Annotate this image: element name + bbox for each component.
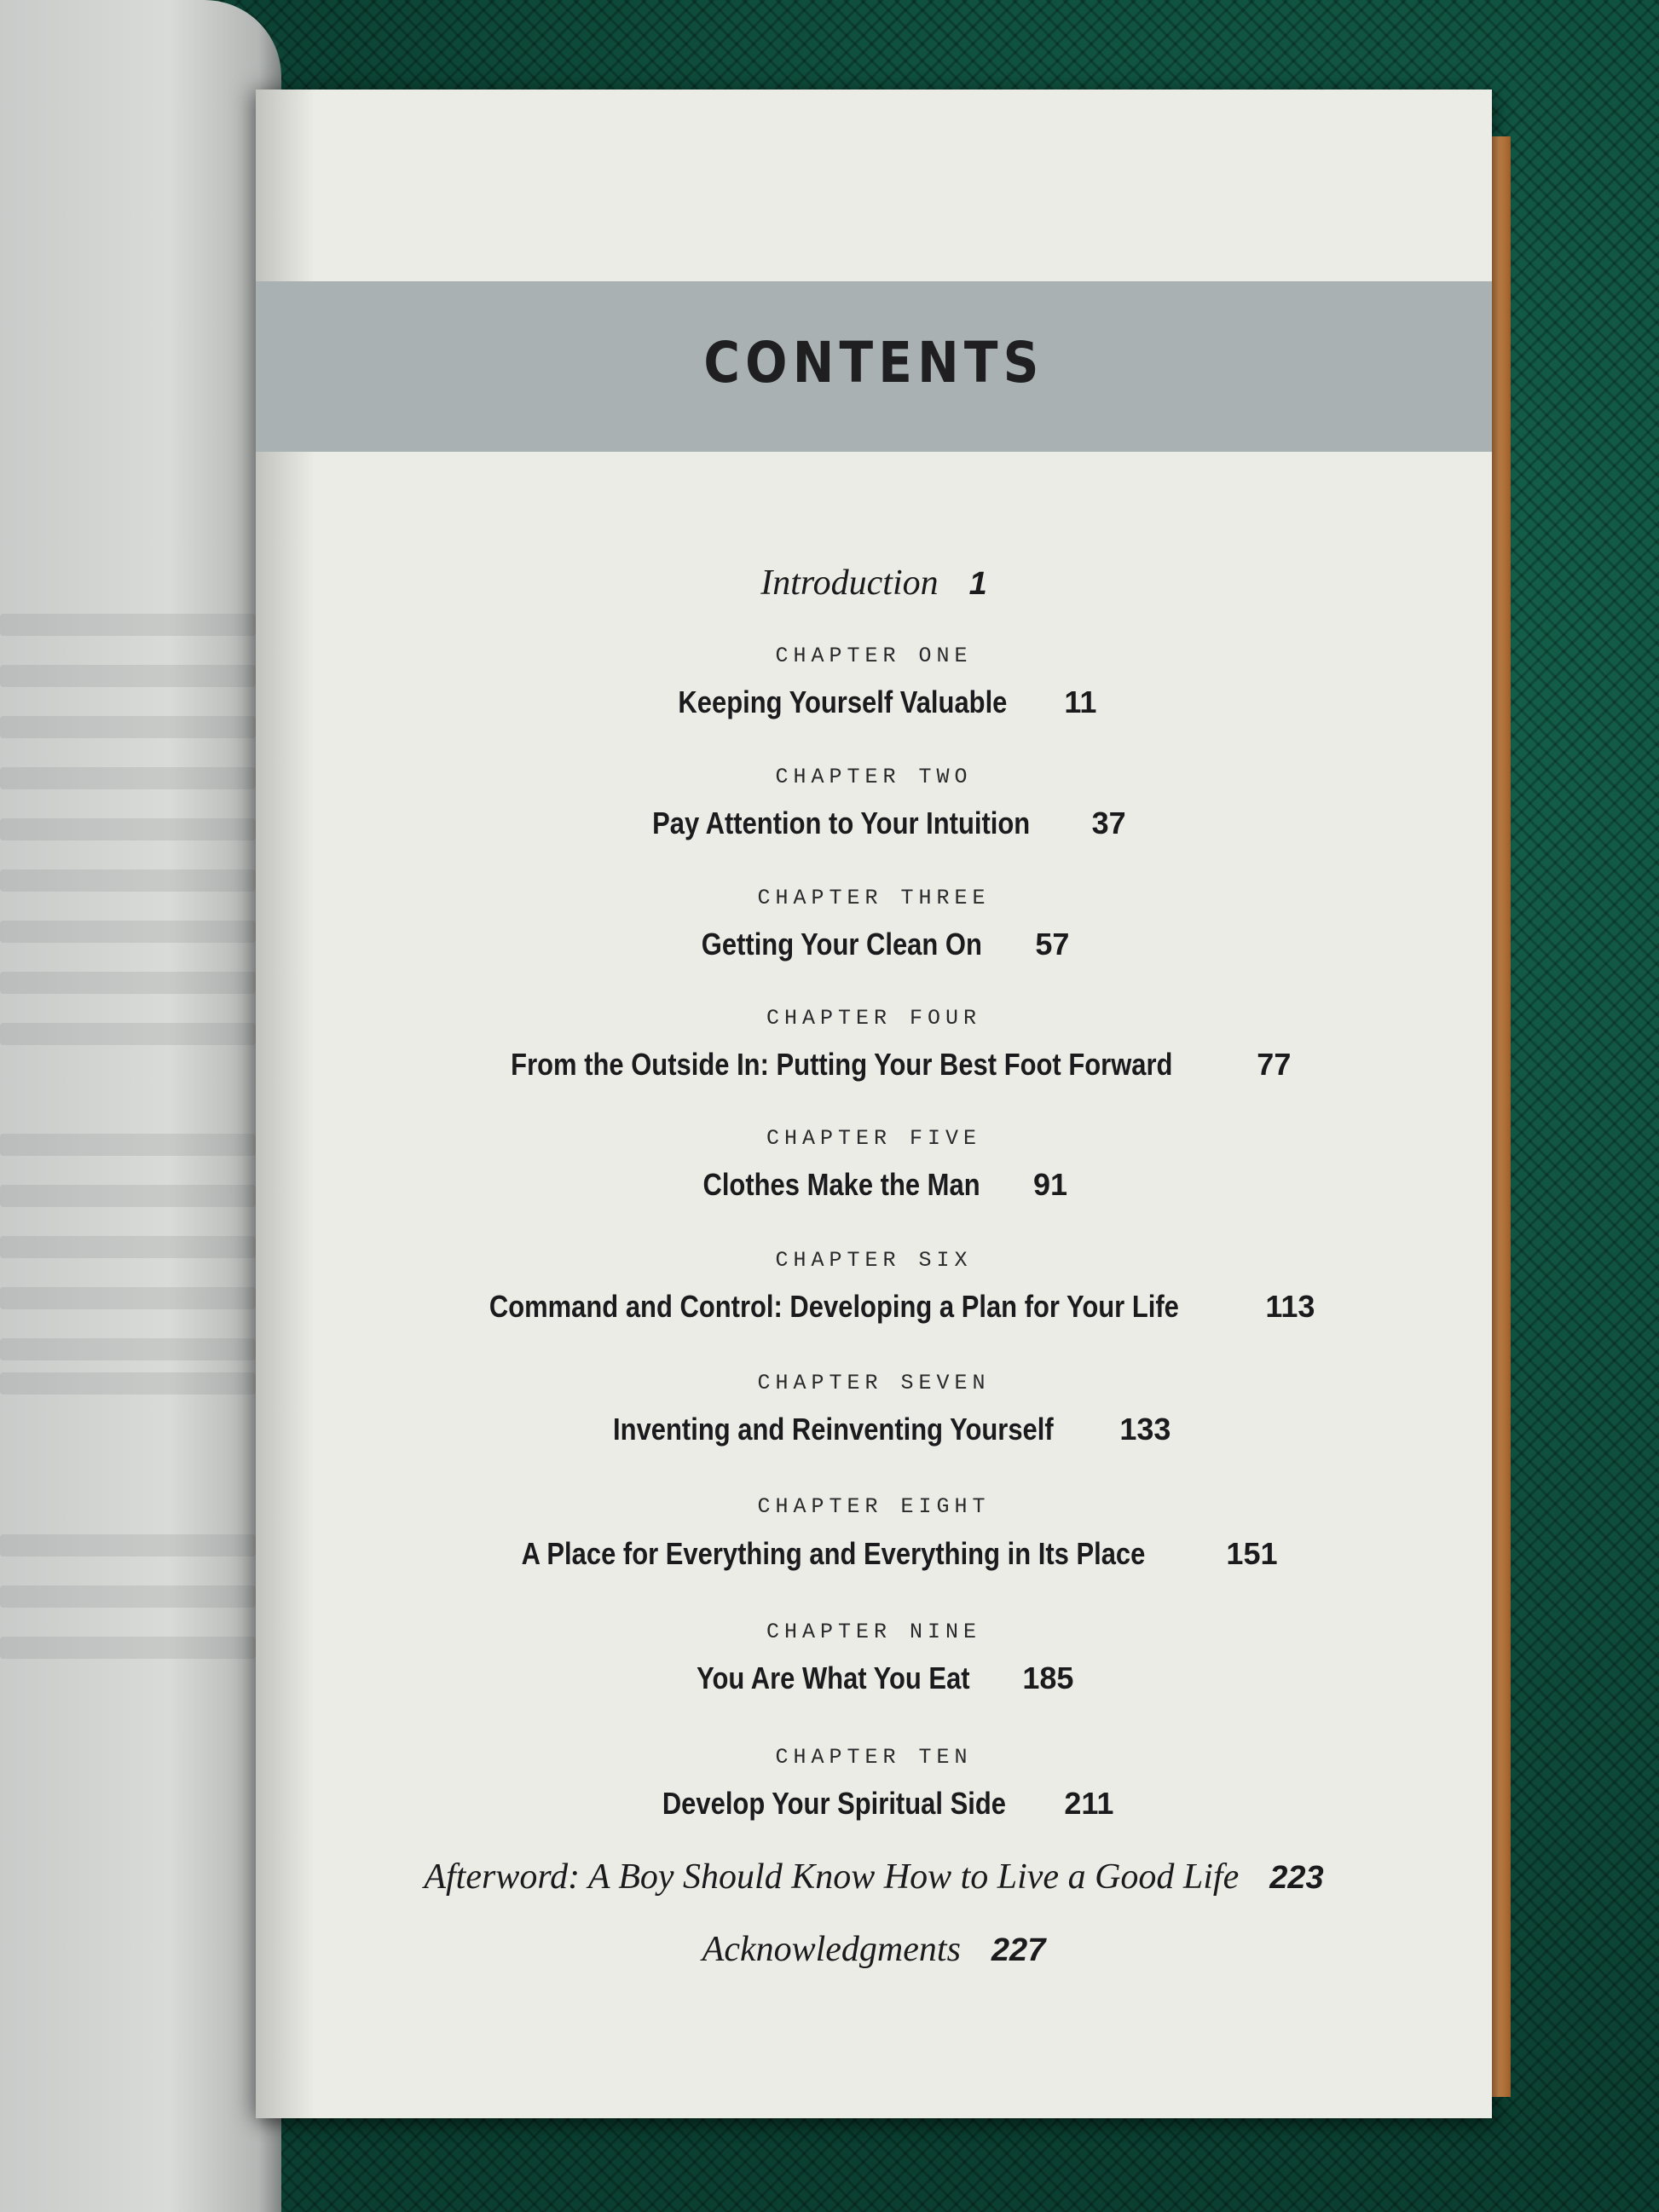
chapter-label: CHAPTER TEN (775, 1745, 973, 1770)
bleed-through-line (0, 1023, 256, 1045)
bleed-through-line (0, 1338, 256, 1360)
bleed-through-line (0, 1236, 256, 1258)
toc-entry-chapter-10 (256, 1786, 1492, 1822)
entry-page-number: 133 (1119, 1412, 1171, 1447)
toc-entry-chapter-1 (256, 684, 1492, 720)
toc-entry-acknowledgments (256, 1929, 1492, 1970)
toc-entry-chapter-4 (256, 1047, 1492, 1083)
chapter-label: CHAPTER FOUR (766, 1006, 982, 1031)
chapter-label: CHAPTER NINE (766, 1620, 982, 1644)
bleed-through-line (0, 1637, 256, 1659)
toc-entry-chapter-3 (256, 927, 1492, 962)
page-title: CONTENTS (703, 330, 1044, 396)
entry-title: Introduction (760, 563, 939, 603)
entry-page-number: 151 (1226, 1536, 1278, 1571)
entry-page-number: 57 (1035, 927, 1070, 962)
entry-page-number: 91 (1033, 1167, 1068, 1202)
entry-title: Inventing and Reinventing Yourself (612, 1412, 1054, 1447)
bleed-through-line (0, 1134, 256, 1156)
entry-page-number: 227 (991, 1932, 1046, 1968)
bleed-through-line (0, 869, 256, 892)
toc-entry-chapter-6 (256, 1289, 1492, 1325)
entry-title: You Are What You Eat (696, 1660, 970, 1695)
bleed-through-line (0, 818, 256, 840)
entry-page-number: 37 (1091, 806, 1126, 840)
toc-entry-chapter-8 (256, 1536, 1492, 1572)
entry-title: Pay Attention to Your Intuition (652, 806, 1031, 840)
bleed-through-line (0, 921, 256, 943)
entry-title: Afterword: A Boy Should Know How to Live a Good Life (424, 1857, 1240, 1897)
entry-page-number: 211 (1064, 1786, 1114, 1821)
entry-title: From the Outside In: Putting Your Best Foot Forward (510, 1047, 1173, 1082)
entry-title: Acknowledgments (702, 1930, 961, 1969)
chapter-label: CHAPTER SEVEN (757, 1371, 991, 1395)
bleed-through-line (0, 716, 256, 738)
chapter-label: CHAPTER SIX (775, 1248, 973, 1273)
bleed-through-line (0, 972, 256, 994)
bleed-through-line (0, 1534, 256, 1556)
bleed-through-line (0, 1585, 256, 1608)
entry-title: Clothes Make the Man (702, 1167, 980, 1202)
toc-entry-chapter-2 (256, 806, 1492, 841)
entry-page-number: 113 (1265, 1289, 1315, 1324)
contents-page (256, 90, 1492, 2118)
entry-page-number: 185 (1022, 1660, 1074, 1695)
entry-page-number: 1 (968, 566, 987, 602)
facing-page (0, 0, 281, 2212)
chapter-label: CHAPTER FIVE (766, 1126, 982, 1151)
chapter-label: CHAPTER EIGHT (757, 1494, 991, 1519)
bleed-through-line (0, 1185, 256, 1207)
toc-entry-chapter-9 (256, 1660, 1492, 1696)
toc-entry-afterword (256, 1857, 1492, 1897)
toc-entry-chapter-5 (256, 1167, 1492, 1203)
entry-page-number: 11 (1064, 684, 1097, 719)
entry-page-number: 223 (1269, 1860, 1324, 1896)
chapter-label: CHAPTER ONE (775, 644, 973, 668)
bleed-through-line (0, 1287, 256, 1309)
chapter-label: CHAPTER THREE (757, 886, 991, 910)
entry-title: Develop Your Spiritual Side (662, 1786, 1006, 1821)
entry-title: Keeping Yourself Valuable (677, 684, 1007, 719)
entry-title: A Place for Everything and Everything in Its Place (521, 1536, 1145, 1571)
toc-entry-chapter-7 (256, 1412, 1492, 1447)
toc-entry-introduction (256, 563, 1492, 604)
entry-title: Command and Control: Developing a Plan for Your Life (488, 1289, 1179, 1324)
chapter-label: CHAPTER TWO (775, 765, 973, 789)
bleed-through-line (0, 665, 256, 687)
entry-title: Getting Your Clean On (701, 927, 982, 962)
bleed-through-line (0, 614, 256, 636)
bleed-through-line (0, 767, 256, 789)
entry-page-number: 77 (1257, 1047, 1292, 1082)
bleed-through-line (0, 1372, 256, 1395)
